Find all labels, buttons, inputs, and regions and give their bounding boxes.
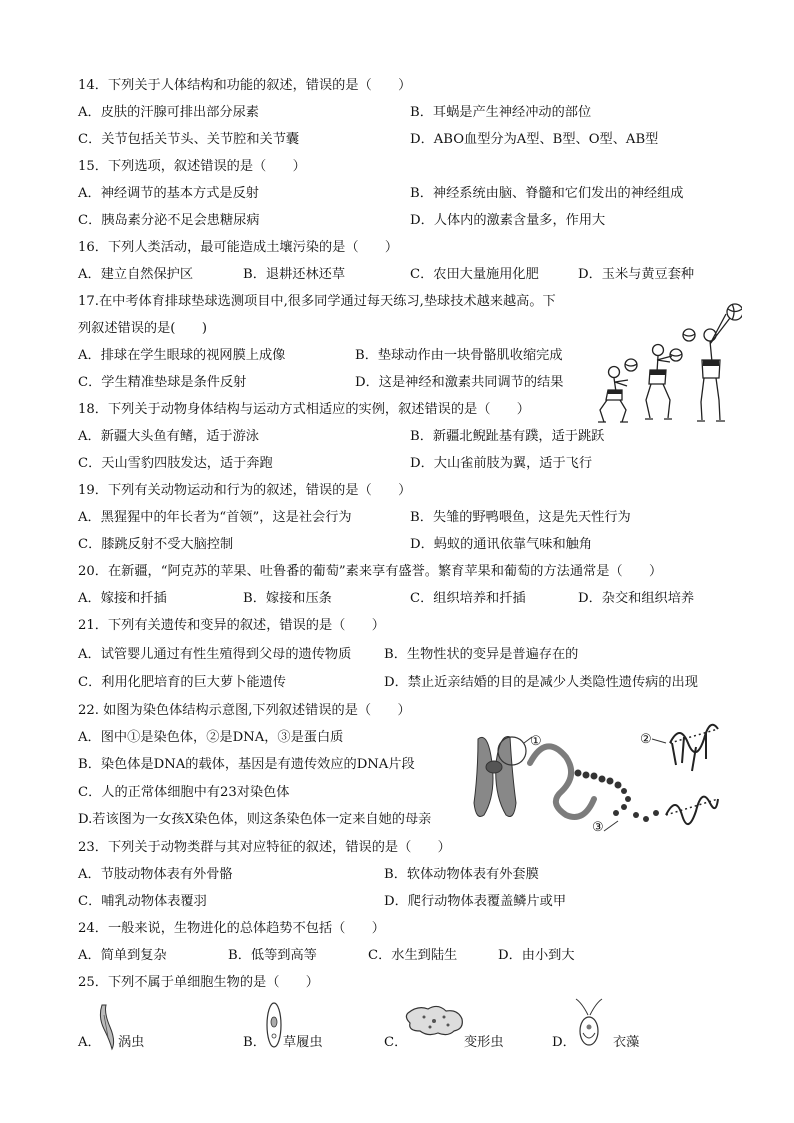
chlamydomonas-image (572, 997, 606, 1051)
q24-option-c: C．水生到陆生 (368, 948, 458, 963)
q24-option-d: D．由小到大 (498, 948, 575, 963)
q25-option-a-text: 涡虫 (118, 1035, 145, 1050)
q22-option-b: B．染色体是DNA的载体，基因是有遗传效应的DNA片段 (78, 757, 415, 772)
question-17-stem-cont: 列叙述错误的是( ) (78, 321, 207, 336)
q22-option-d: D.若该图为一女孩X染色体，则这条染色体一定来自她的母亲 (78, 812, 432, 827)
q15-option-a: A．神经调节的基本方式是反射 (78, 186, 259, 201)
volleyball-players-illustration (592, 300, 742, 425)
q23-option-c: C．哺乳动物体表覆羽 (78, 894, 207, 909)
q25-option-a-letter: A． (78, 1035, 101, 1050)
q14-option-c: C．关节包括关节头、关节腔和关节囊 (78, 132, 300, 147)
q16-option-a: A．建立自然保护区 (78, 267, 194, 282)
q25-option-c-letter: C． (384, 1035, 408, 1050)
question-15-stem: 15．下列选项，叙述错误的是（ ） (78, 159, 306, 174)
q25-option-d-letter: D． (552, 1035, 576, 1050)
q23-option-b: B．软体动物体表有外套膜 (384, 867, 539, 882)
paramecium-image (264, 1000, 284, 1050)
q20-option-d: D．杂交和组织培养 (578, 591, 695, 606)
q15-option-b: B．神经系统由脑、脊髓和它们发出的神经组成 (410, 186, 684, 201)
q19-option-a: A．黑猩猩中的年长者为“首领”，这是社会行为 (78, 510, 352, 525)
q16-option-b: B．退耕还林还草 (243, 267, 346, 282)
q16-option-c: C．农田大量施用化肥 (410, 267, 539, 282)
q23-option-a: A．节肢动物体表有外骨骼 (78, 867, 233, 882)
q24-option-a: A．简单到复杂 (78, 948, 167, 963)
q20-option-c: C．组织培养和扦插 (410, 591, 526, 606)
question-25-stem: 25．下列不属于单细胞生物的是（ ） (78, 975, 319, 990)
q19-option-d: D．蚂蚁的通讯依靠气味和触角 (410, 537, 593, 552)
q16-option-d: D．玉米与黄豆套种 (578, 267, 695, 282)
q15-option-c: C．胰岛素分泌不足会患糖尿病 (78, 213, 260, 228)
q17-option-d: D．这是神经和激素共同调节的结果 (355, 375, 564, 390)
q18-option-d: D．大山雀前肢为翼，适于飞行 (410, 456, 593, 471)
question-24-stem: 24．一般来说，生物进化的总体趋势不包括（ ） (78, 921, 385, 936)
question-18-stem: 18．下列关于动物身体结构与运动方式相适应的实例，叙述错误的是（ ） (78, 402, 530, 417)
q20-option-b: B．嫁接和压条 (243, 591, 332, 606)
q25-option-b-text: 草履虫 (283, 1035, 323, 1050)
q19-option-b: B．失雏的野鸭喂鱼，这是先天性行为 (410, 510, 631, 525)
q24-option-b: B．低等到高等 (228, 948, 317, 963)
q17-option-b: B．垫球动作由一块骨骼肌收缩完成 (355, 348, 563, 363)
q22-option-c: C．人的正常体细胞中有23对染色体 (78, 785, 290, 800)
q14-option-d: D．ABO血型分为A型、B型、O型、AB型 (410, 132, 659, 147)
q14-option-b: B．耳蜗是产生神经冲动的部位 (410, 105, 592, 120)
q18-option-c: C．天山雪豹四肢发达，适于奔跑 (78, 456, 273, 471)
q21-option-a: A．试管婴儿通过有性生殖得到父母的遗传物质 (78, 647, 352, 662)
figure-label-3: ③ (592, 820, 604, 835)
q25-option-c-text: 变形虫 (464, 1035, 504, 1050)
question-22-stem: 22. 如图为染色体结构示意图,下列叙述错误的是（ ） (78, 703, 411, 718)
question-20-stem: 20．在新疆，“阿克苏的苹果、吐鲁番的葡萄”素来享有盛誉。繁育苹果和葡萄的方法通常是（ ） (78, 564, 663, 579)
q21-option-c: C．利用化肥培育的巨大萝卜能遗传 (78, 675, 286, 690)
question-19-stem: 19．下列有关动物运动和行为的叙述，错误的是（ ） (78, 483, 412, 498)
q21-option-d: D．禁止近亲结婚的目的是减少人类隐性遗传病的出现 (384, 675, 698, 690)
planarian-image (96, 1003, 118, 1051)
question-23-stem: 23．下列关于动物类群与其对应特征的叙述，错误的是（ ） (78, 840, 451, 855)
amoeba-image (404, 1003, 466, 1039)
q23-option-d: D．爬行动物体表覆盖鳞片或甲 (384, 894, 567, 909)
q17-option-c: C．学生精准垫球是条件反射 (78, 375, 247, 390)
q18-option-a: A．新疆大头鱼有鳍，适于游泳 (78, 429, 259, 444)
q25-option-d-text: 衣藻 (613, 1035, 640, 1050)
figure-label-1: ① (530, 734, 542, 749)
q18-option-b: B．新疆北鲵趾基有蹼，适于跳跃 (410, 429, 605, 444)
q17-option-a: A．排球在学生眼球的视网膜上成像 (78, 348, 286, 363)
question-21-stem: 21．下列有关遗传和变异的叙述，错误的是（ ） (78, 618, 385, 633)
q19-option-c: C．膝跳反射不受大脑控制 (78, 537, 234, 552)
q15-option-d: D．人体内的激素含量多，作用大 (410, 213, 606, 228)
q21-option-b: B．生物性状的变异是普遍存在的 (384, 647, 579, 662)
figure-label-2: ② (640, 732, 652, 747)
question-17-stem: 17.在中考体育排球垫球选测项目中,很多同学通过每天练习,垫球技术越来越高。下 (78, 294, 556, 309)
question-14-stem: 14．下列关于人体结构和功能的叙述，错误的是（ ） (78, 78, 412, 93)
question-16-stem: 16．下列人类活动，最可能造成土壤污染的是（ ） (78, 240, 399, 255)
q20-option-a: A．嫁接和扦插 (78, 591, 167, 606)
q22-option-a: A．图中①是染色体，②是DNA，③是蛋白质 (78, 730, 344, 745)
q25-option-b-letter: B． (243, 1035, 266, 1050)
q14-option-a: A．皮肤的汗腺可排出部分尿素 (78, 105, 259, 120)
